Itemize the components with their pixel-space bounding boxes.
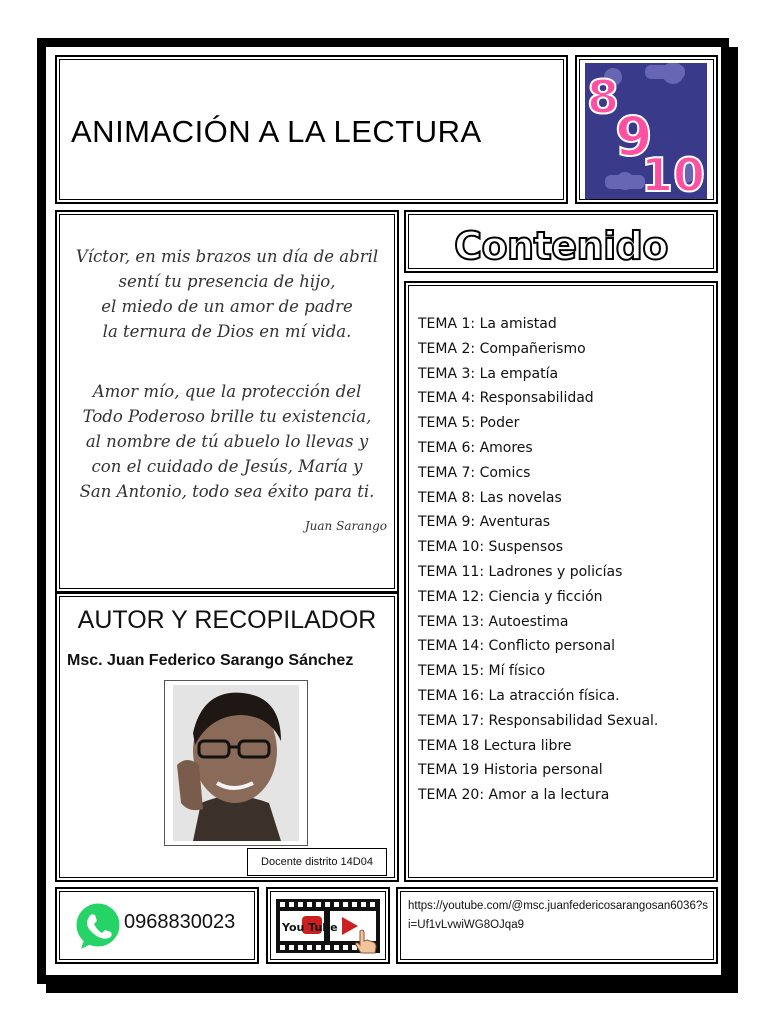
list-item: TEMA 15: Mí físico (418, 663, 546, 680)
contenido-heading-box (404, 210, 718, 273)
list-item: TEMA 1: La amistad (418, 316, 557, 332)
contenido-heading: Contenido (454, 224, 668, 268)
youtube-url-link[interactable]: https://youtube.com/@msc.juanfedericosarangosan6036?si=Uf1vLvwiWG8OJqa9 (408, 900, 708, 931)
badge-digit-10: 10 (641, 148, 706, 199)
list-item: TEMA 13: Autoestima (418, 613, 569, 630)
youtube-text: You Tube (282, 921, 338, 934)
title-box (55, 55, 568, 204)
poem-line: la ternura de Dios en mí vida. (102, 322, 352, 341)
poem-stanza-2 (65, 379, 389, 504)
number-badge-image (585, 63, 707, 199)
badge-digit-8: 8 (587, 70, 620, 124)
poem-line: con el cuidado de Jesús, María y (91, 457, 363, 476)
poem-line: al nombre de tú abuelo lo llevas y (85, 432, 369, 451)
list-item: TEMA 8: Las novelas (418, 489, 562, 506)
list-item: TEMA 14: Conflicto personal (418, 638, 616, 655)
list-item: TEMA 20: Amor a la lectura (418, 787, 610, 804)
temas-list (418, 312, 658, 808)
list-item: TEMA 18 Lectura libre (418, 737, 572, 754)
list-item: TEMA 2: Compañerismo (418, 340, 586, 357)
list-item: TEMA 6: Amores (418, 439, 533, 456)
phone-number[interactable]: 0968830023 (124, 911, 236, 933)
poem-line: Amor mío, que la protección del (92, 382, 362, 401)
list-item: TEMA 17: Responsabilidad Sexual. (418, 712, 659, 729)
autor-caption: Docente distrito 14D04 (247, 848, 387, 876)
badge-box (575, 55, 718, 204)
list-item: TEMA 11: Ladrones y policías (418, 563, 623, 580)
temas-box (404, 281, 718, 882)
poem-line: sentí tu presencia de hijo, (118, 272, 336, 291)
portrait-image (173, 685, 299, 841)
poem-line: Todo Poderoso brille tu existencia, (82, 407, 372, 426)
autor-box (55, 592, 399, 882)
list-item: TEMA 10: Suspensos (418, 539, 564, 556)
poem-signature: Juan Sarango (304, 519, 387, 533)
poem-line: Víctor, en mis brazos un día de abril (75, 247, 379, 266)
page-title: ANIMACIÓN A LA LECTURA (71, 114, 482, 149)
list-item: TEMA 9: Aventuras (418, 514, 551, 531)
whatsapp-box (55, 887, 259, 964)
list-item: TEMA 19 Historia personal (418, 762, 603, 779)
poem-box (55, 210, 399, 593)
autor-heading: AUTOR Y RECOPILADOR (77, 606, 377, 634)
list-item: TEMA 7: Comics (418, 464, 531, 481)
list-item: TEMA 12: Ciencia y ficción (418, 588, 603, 605)
list-item: TEMA 5: Poder (418, 415, 520, 432)
poem-stanza-1 (65, 244, 389, 344)
url-box (396, 887, 718, 964)
hand-pointer-icon (354, 929, 378, 955)
whatsapp-icon[interactable] (71, 899, 125, 953)
list-item: TEMA 16: La atracción física. (418, 687, 620, 704)
poem-line: el miedo de un amor de padre (101, 297, 353, 316)
poem-line: San Antonio, todo sea éxito para ti. (79, 482, 375, 501)
youtube-box (266, 887, 390, 964)
badge-digit-9: 9 (615, 105, 653, 168)
list-item: TEMA 4: Responsabilidad (418, 390, 594, 407)
autor-photo (164, 680, 308, 846)
list-item: TEMA 3: La empatía (418, 365, 559, 382)
autor-name: Msc. Juan Federico Sarango Sánchez (67, 652, 354, 669)
